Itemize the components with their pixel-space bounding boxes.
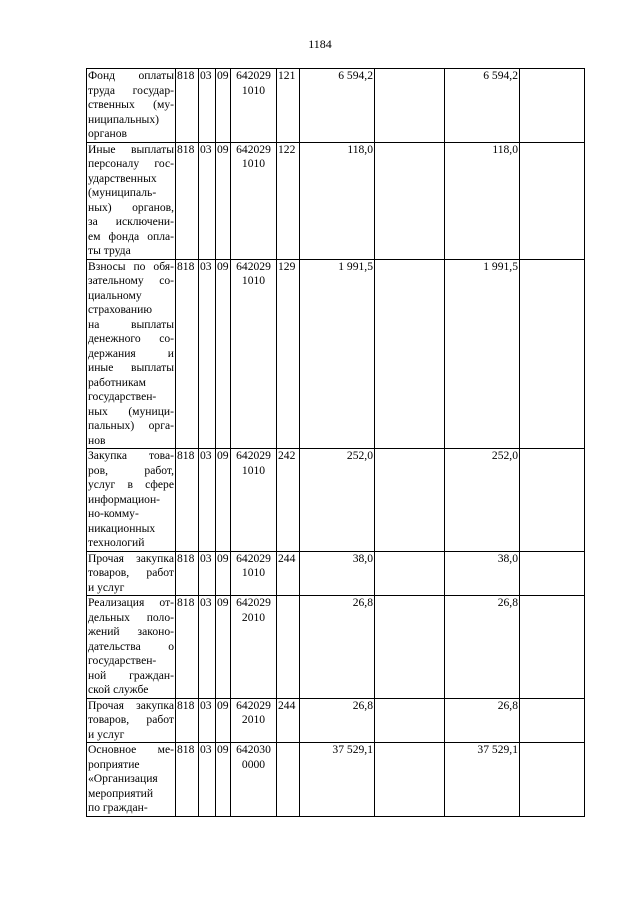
row-name-line: Прочая закупка	[88, 698, 174, 712]
target-article-code	[231, 596, 277, 699]
row-name	[87, 142, 176, 259]
row-name-line: циальному	[88, 288, 142, 302]
row-name-line: и услуг	[88, 727, 125, 741]
row-name	[87, 551, 176, 596]
amount-total: 1 991,5	[300, 259, 375, 449]
table-row	[87, 743, 585, 817]
section-code: 03	[199, 698, 216, 743]
ministry-code: 818	[176, 551, 199, 596]
amount-total: 252,0	[300, 449, 375, 552]
row-name	[87, 698, 176, 743]
amount-column-3: 1 991,5	[445, 259, 520, 449]
row-name-line: Реализация от-	[88, 596, 174, 609]
target-article-line: 642029	[236, 449, 271, 462]
amount-total: 6 594,2	[300, 69, 375, 143]
target-article-line: 2010	[241, 610, 266, 624]
row-name-line: товаров, работ	[88, 713, 174, 726]
row-name-line: иные выплаты	[88, 361, 174, 374]
row-name-line: ной граждан-	[88, 668, 174, 682]
row-name-line: Иные выплаты	[88, 142, 174, 156]
row-name-line: ных) органов,	[88, 200, 174, 214]
table-row	[87, 259, 585, 449]
row-name-line: нов	[88, 433, 106, 447]
target-article-line: 2010	[241, 713, 266, 726]
budget-table	[86, 68, 585, 817]
amount-column-2	[375, 142, 445, 259]
amount-column-3: 38,0	[445, 551, 520, 596]
row-name-line: за исключени-	[88, 215, 174, 228]
row-name-line: ской службе	[88, 683, 149, 696]
target-article-line: 642029	[236, 596, 271, 609]
section-code: 03	[199, 596, 216, 699]
row-name-line: ных (муници-	[88, 404, 174, 418]
amount-column-2	[375, 449, 445, 552]
row-name-line: держания и	[88, 346, 174, 360]
row-name-line: органов	[88, 127, 127, 140]
row-name-line: никационных	[88, 521, 156, 535]
section-code: 03	[199, 551, 216, 596]
section-code: 03	[199, 69, 216, 143]
amount-column-2	[375, 596, 445, 699]
row-name-line: по граждан-	[88, 801, 148, 814]
amount-column-2	[375, 698, 445, 743]
table-row	[87, 69, 585, 143]
ministry-code: 818	[176, 69, 199, 143]
amount-total: 26,8	[300, 698, 375, 743]
target-article-line: 642030	[236, 743, 271, 756]
target-article-code	[231, 259, 277, 449]
target-article-line: 642029	[236, 69, 271, 82]
row-name-line: страхованию	[88, 303, 152, 316]
amount-total: 118,0	[300, 142, 375, 259]
row-name-line: персоналу гос-	[88, 157, 174, 170]
row-name-line: но-комму-	[88, 507, 139, 520]
amount-column-2	[375, 259, 445, 449]
page-number: 1184	[308, 37, 332, 51]
row-name-line: ударственных	[88, 171, 157, 185]
target-article-code	[231, 449, 277, 552]
subsection-code: 09	[216, 596, 231, 699]
amount-column-2	[375, 69, 445, 143]
subsection-code: 09	[216, 142, 231, 259]
ministry-code: 818	[176, 259, 199, 449]
amount-column-3: 252,0	[445, 449, 520, 552]
section-code: 03	[199, 449, 216, 552]
expense-type-code: 121	[277, 69, 300, 143]
row-name-line: Фонд оплаты	[88, 69, 174, 82]
table-row	[87, 698, 585, 743]
target-article-line: 642029	[236, 142, 271, 156]
table-row	[87, 449, 585, 552]
target-article-code	[231, 698, 277, 743]
row-name-line: ниципальных)	[88, 112, 159, 126]
expense-type-code: 244	[277, 551, 300, 596]
row-name-line: товаров, работ	[88, 566, 174, 579]
table-row	[87, 596, 585, 699]
amount-column-3: 26,8	[445, 698, 520, 743]
amount-column-3: 26,8	[445, 596, 520, 699]
ministry-code: 818	[176, 142, 199, 259]
amount-column-3: 118,0	[445, 142, 520, 259]
target-article-line: 642029	[236, 551, 271, 565]
ministry-code: 818	[176, 596, 199, 699]
row-name-line: Взносы по обя-	[88, 259, 174, 273]
row-name-line: ственных (му-	[88, 98, 174, 111]
expense-type-code: 129	[277, 259, 300, 449]
ministry-code: 818	[176, 743, 199, 817]
row-name-line: Прочая закупка	[88, 551, 174, 565]
row-name	[87, 596, 176, 699]
row-name-line: денежного со-	[88, 332, 174, 345]
subsection-code: 09	[216, 69, 231, 143]
amount-column-4	[520, 69, 585, 143]
row-name-line: технологий	[88, 536, 145, 549]
table-row	[87, 551, 585, 596]
target-article-line: 1010	[241, 274, 266, 287]
expense-type-code: 244	[277, 698, 300, 743]
row-name	[87, 449, 176, 552]
subsection-code: 09	[216, 259, 231, 449]
row-name	[87, 69, 176, 143]
section-code: 03	[199, 142, 216, 259]
target-article-line: 1010	[241, 157, 266, 170]
row-name-line: государствен-	[88, 390, 157, 403]
amount-total: 26,8	[300, 596, 375, 699]
amount-column-4	[520, 259, 585, 449]
amount-column-4	[520, 596, 585, 699]
row-name-line: Закупка това-	[88, 449, 174, 462]
expense-type-code: 242	[277, 449, 300, 552]
row-name-line: пальных) орга-	[88, 419, 174, 432]
row-name-line: зательному со-	[88, 274, 174, 287]
target-article-code	[231, 142, 277, 259]
section-code: 03	[199, 259, 216, 449]
table-body	[87, 69, 585, 817]
amount-column-4	[520, 551, 585, 596]
row-name-line: дательства о	[88, 639, 174, 653]
target-article-line: 642029	[236, 698, 271, 712]
amount-column-4	[520, 449, 585, 552]
row-name	[87, 743, 176, 817]
row-name	[87, 259, 176, 449]
target-article-line: 0000	[241, 757, 266, 771]
amount-column-3: 6 594,2	[445, 69, 520, 143]
target-article-line: 1010	[241, 566, 266, 579]
target-article-line: 1010	[241, 83, 266, 97]
row-name-line: на выплаты	[88, 317, 174, 331]
row-name-line: (муниципаль-	[88, 186, 157, 199]
target-article-line: 1010	[241, 463, 266, 477]
expense-type-code	[277, 596, 300, 699]
amount-column-4	[520, 142, 585, 259]
row-name-line: государствен-	[88, 654, 157, 667]
ministry-code: 818	[176, 449, 199, 552]
row-name-line: «Организация	[88, 772, 158, 785]
amount-column-4	[520, 698, 585, 743]
row-name-line: информацион-	[88, 492, 161, 506]
amount-column-4	[520, 743, 585, 817]
subsection-code: 09	[216, 449, 231, 552]
expense-type-code: 122	[277, 142, 300, 259]
row-name-line: роприятие	[88, 757, 140, 771]
row-name-line: Основное ме-	[88, 743, 174, 756]
table-row	[87, 142, 585, 259]
row-name-line: жений законо-	[88, 625, 174, 638]
amount-column-3: 37 529,1	[445, 743, 520, 817]
row-name-line: ем фонда опла-	[88, 229, 174, 243]
row-name-line: и услуг	[88, 580, 125, 594]
target-article-code	[231, 743, 277, 817]
row-name-line: ров, работ,	[88, 463, 174, 477]
section-code: 03	[199, 743, 216, 817]
target-article-code	[231, 69, 277, 143]
amount-column-2	[375, 743, 445, 817]
row-name-line: услуг в сфере	[88, 478, 174, 491]
row-name-line: мероприятий	[88, 786, 154, 800]
target-article-code	[231, 551, 277, 596]
amount-total: 38,0	[300, 551, 375, 596]
amount-column-2	[375, 551, 445, 596]
row-name-line: труда государ-	[88, 83, 174, 97]
subsection-code: 09	[216, 743, 231, 817]
row-name-line: дельных поло-	[88, 610, 174, 624]
ministry-code: 818	[176, 698, 199, 743]
subsection-code: 09	[216, 698, 231, 743]
row-name-line: ты труда	[88, 244, 131, 257]
amount-total: 37 529,1	[300, 743, 375, 817]
subsection-code: 09	[216, 551, 231, 596]
expense-type-code	[277, 743, 300, 817]
row-name-line: работникам	[88, 375, 146, 389]
target-article-line: 642029	[236, 259, 271, 273]
